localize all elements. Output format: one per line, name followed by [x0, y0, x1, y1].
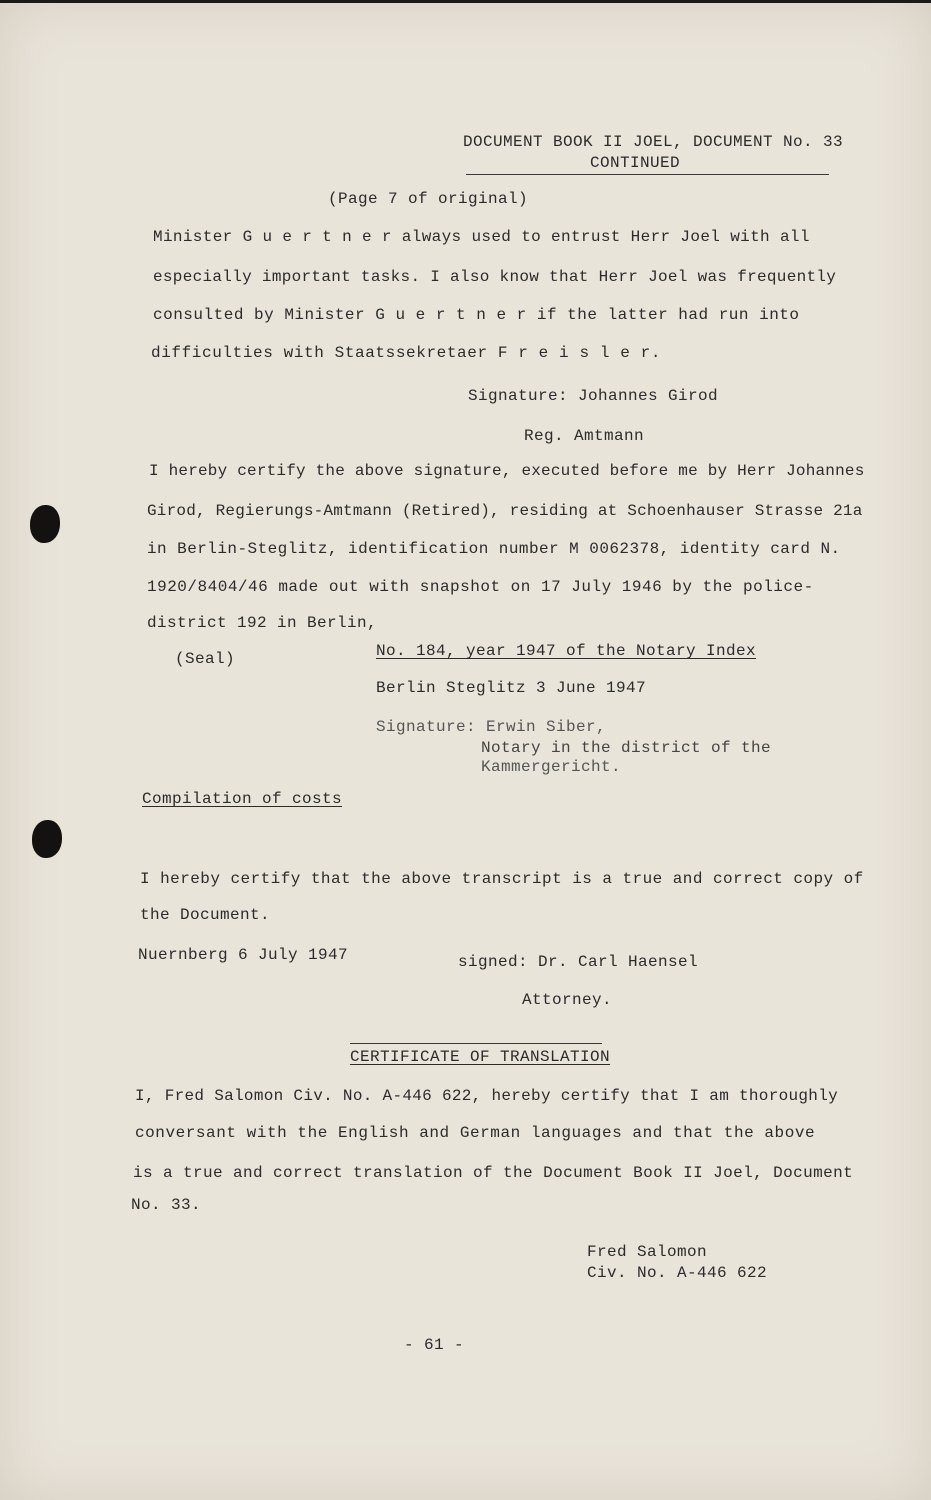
place-date: Nuernberg 6 July 1947: [138, 946, 349, 964]
notary-place-date: Berlin Steglitz 3 June 1947: [376, 679, 647, 697]
translation-line: No. 33.: [131, 1196, 202, 1214]
body-line: difficulties with Staatssekretaer F r e i s l e r.: [151, 344, 662, 362]
punch-hole-upper: [30, 505, 60, 543]
transcript-line: the Document.: [140, 906, 271, 924]
translation-line: I, Fred Salomon Civ. No. A-446 622, hereby certify that I am thoroughly: [135, 1087, 839, 1105]
translation-line: conversant with the English and German languages and that the above: [135, 1124, 816, 1142]
certify-line: 1920/8404/46 made out with snapshot on 17 July 1946 by the police-: [147, 578, 814, 596]
punch-hole-lower: [32, 820, 62, 858]
translator-name: Fred Salomon: [587, 1243, 708, 1261]
certify-line: district 192 in Berlin,: [147, 614, 378, 632]
signed-role: Attorney.: [522, 991, 613, 1009]
signed-line: signed: Dr. Carl Haensel: [458, 953, 699, 971]
notary-signature: Signature: Erwin Siber,: [376, 718, 607, 736]
body-line: Minister G u e r t n e r always used to entrust Herr Joel with all: [153, 228, 810, 246]
certify-line: in Berlin-Steglitz, identification number M 0062378, identity card N.: [147, 540, 841, 558]
seal-label: (Seal): [175, 650, 236, 668]
notary-index: No. 184, year 1947 of the Notary Index: [376, 642, 757, 660]
costs-heading: Compilation of costs: [142, 790, 343, 808]
scan-top-edge: [0, 0, 931, 3]
certify-line: Girod, Regierungs-Amtmann (Retired), residing at Schoenhauser Strasse 21a: [147, 502, 863, 520]
translation-heading: CERTIFICATE OF TRANSLATION: [350, 1048, 611, 1066]
signature-title: Reg. Amtmann: [524, 427, 645, 445]
page-number: - 61 -: [404, 1336, 465, 1354]
transcript-line: I hereby certify that the above transcript is a true and correct copy of: [140, 870, 864, 888]
notary-role: Notary in the district of the: [481, 739, 772, 757]
translation-line: is a true and correct translation of the Document Book II Joel, Document: [133, 1164, 854, 1182]
translator-civ-number: Civ. No. A-446 622: [587, 1264, 768, 1282]
body-line: especially important tasks. I also know that Herr Joel was frequently: [153, 268, 837, 286]
page-reference: (Page 7 of original): [328, 190, 529, 208]
certify-line: I hereby certify the above signature, executed before me by Herr Johannes: [149, 462, 865, 480]
signature-name: Signature: Johannes Girod: [468, 387, 719, 405]
header-rule: [466, 174, 829, 175]
continued-label: CONTINUED: [590, 154, 681, 172]
translation-heading-rule: [350, 1043, 602, 1044]
body-line: consulted by Minister G u e r t n e r if the latter had run into: [153, 306, 800, 324]
document-reference: DOCUMENT BOOK II JOEL, DOCUMENT No. 33: [463, 133, 844, 151]
notary-role: Kammergericht.: [481, 758, 622, 776]
